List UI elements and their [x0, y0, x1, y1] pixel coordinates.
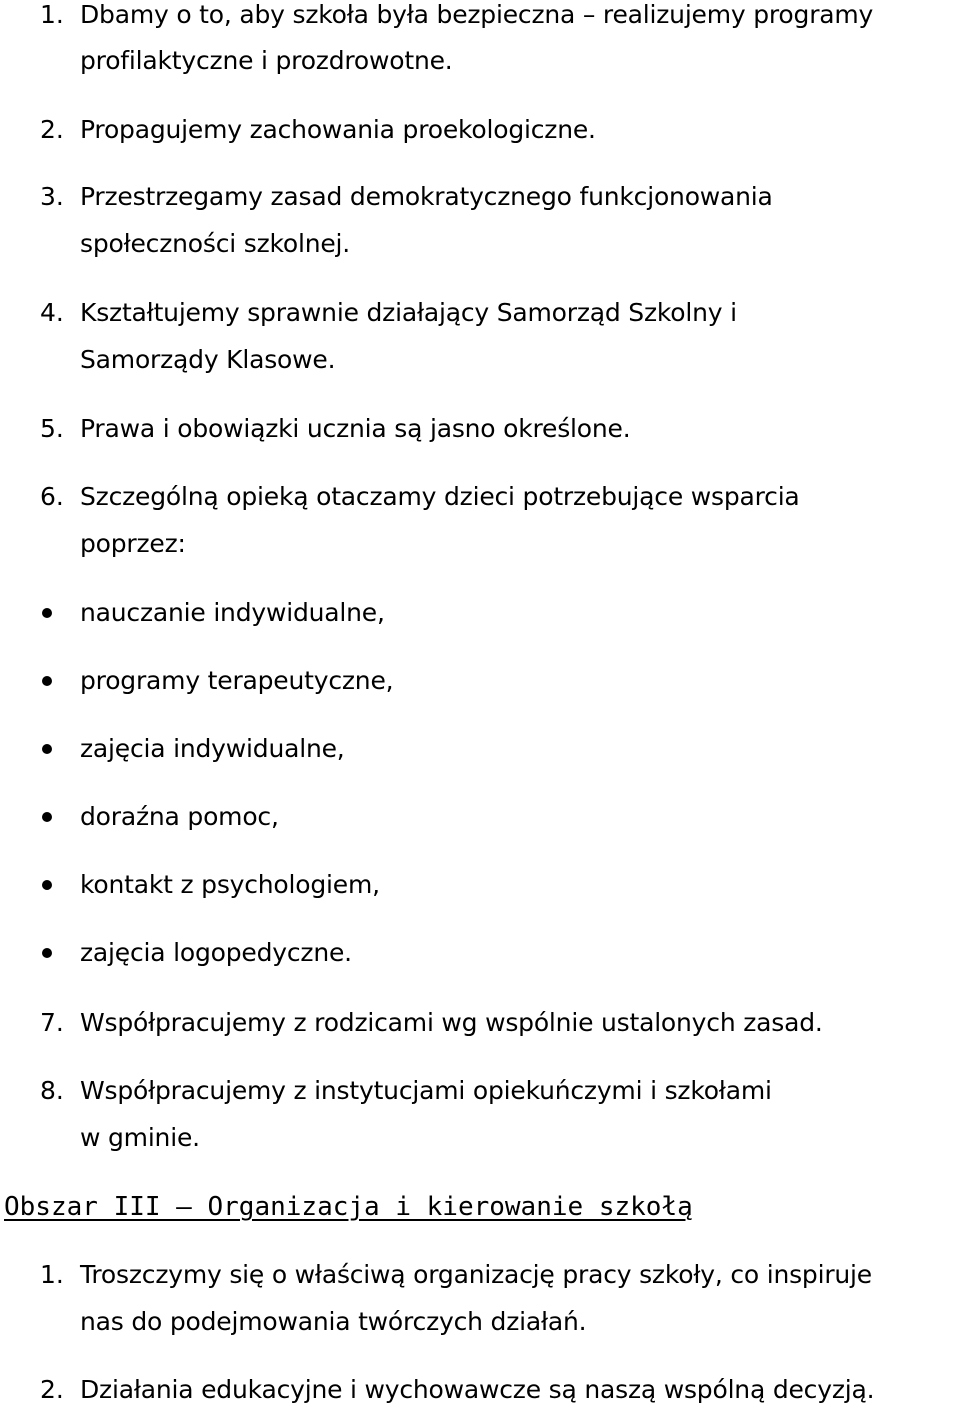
list-item-text: poprzez: [80, 529, 186, 558]
list-item-text: Szczególną opieką otaczamy dzieci potrzebujące wsparcia [80, 482, 800, 511]
list-item-text: w gminie. [80, 1123, 200, 1152]
bullet-item-text: kontakt z psychologiem, [80, 870, 380, 899]
section-heading: Obszar III – Organizacja i kierowanie szkołą [4, 1192, 693, 1222]
bullet-icon [42, 744, 52, 754]
list-item-number: 1. [40, 0, 64, 29]
bullet-icon [42, 676, 52, 686]
list-item-text: Prawa i obowiązki ucznia są jasno określone. [80, 414, 631, 443]
bullet-item-text: doraźna pomoc, [80, 802, 279, 831]
list-item-text: Samorządy Klasowe. [80, 345, 336, 374]
list-item-text: społeczności szkolnej. [80, 229, 351, 258]
list-item-text: Propagujemy zachowania proekologiczne. [80, 115, 596, 144]
list-item-number: 8. [40, 1076, 64, 1105]
list-item-text: Przestrzegamy zasad demokratycznego funkcjonowania [80, 182, 773, 211]
list-item-number: 6. [40, 482, 64, 511]
list-item-number: 7. [40, 1008, 64, 1037]
bullet-icon [42, 608, 52, 618]
bullet-item-text: zajęcia logopedyczne. [80, 938, 352, 967]
list-item-text: nas do podejmowania twórczych działań. [80, 1307, 587, 1336]
bullet-item-text: zajęcia indywidualne, [80, 734, 345, 763]
list-item-number: 2. [40, 1375, 64, 1404]
list-item-number: 1. [40, 1260, 64, 1289]
list-item-text: Współpracujemy z instytucjami opiekuńczymi i szkołami [80, 1076, 772, 1105]
bullet-icon [42, 880, 52, 890]
list-item-text: Współpracujemy z rodzicami wg wspólnie ustalonych zasad. [80, 1008, 823, 1037]
list-item-text: profilaktyczne i prozdrowotne. [80, 46, 453, 75]
list-item-number: 5. [40, 414, 64, 443]
list-item-text: Działania edukacyjne i wychowawcze są naszą wspólną decyzją. [80, 1375, 875, 1404]
list-item-number: 3. [40, 182, 64, 211]
list-item-number: 4. [40, 298, 64, 327]
bullet-icon [42, 812, 52, 822]
list-item-text: Troszczymy się o właściwą organizację pracy szkoły, co inspiruje [80, 1260, 872, 1289]
bullet-icon [42, 948, 52, 958]
list-item-number: 2. [40, 115, 64, 144]
list-item-text: Dbamy o to, aby szkoła była bezpieczna – realizujemy programy [80, 0, 874, 29]
bullet-item-text: programy terapeutyczne, [80, 666, 394, 695]
list-item-text: Kształtujemy sprawnie działający Samorząd Szkolny i [80, 298, 737, 327]
bullet-item-text: nauczanie indywidualne, [80, 598, 385, 627]
